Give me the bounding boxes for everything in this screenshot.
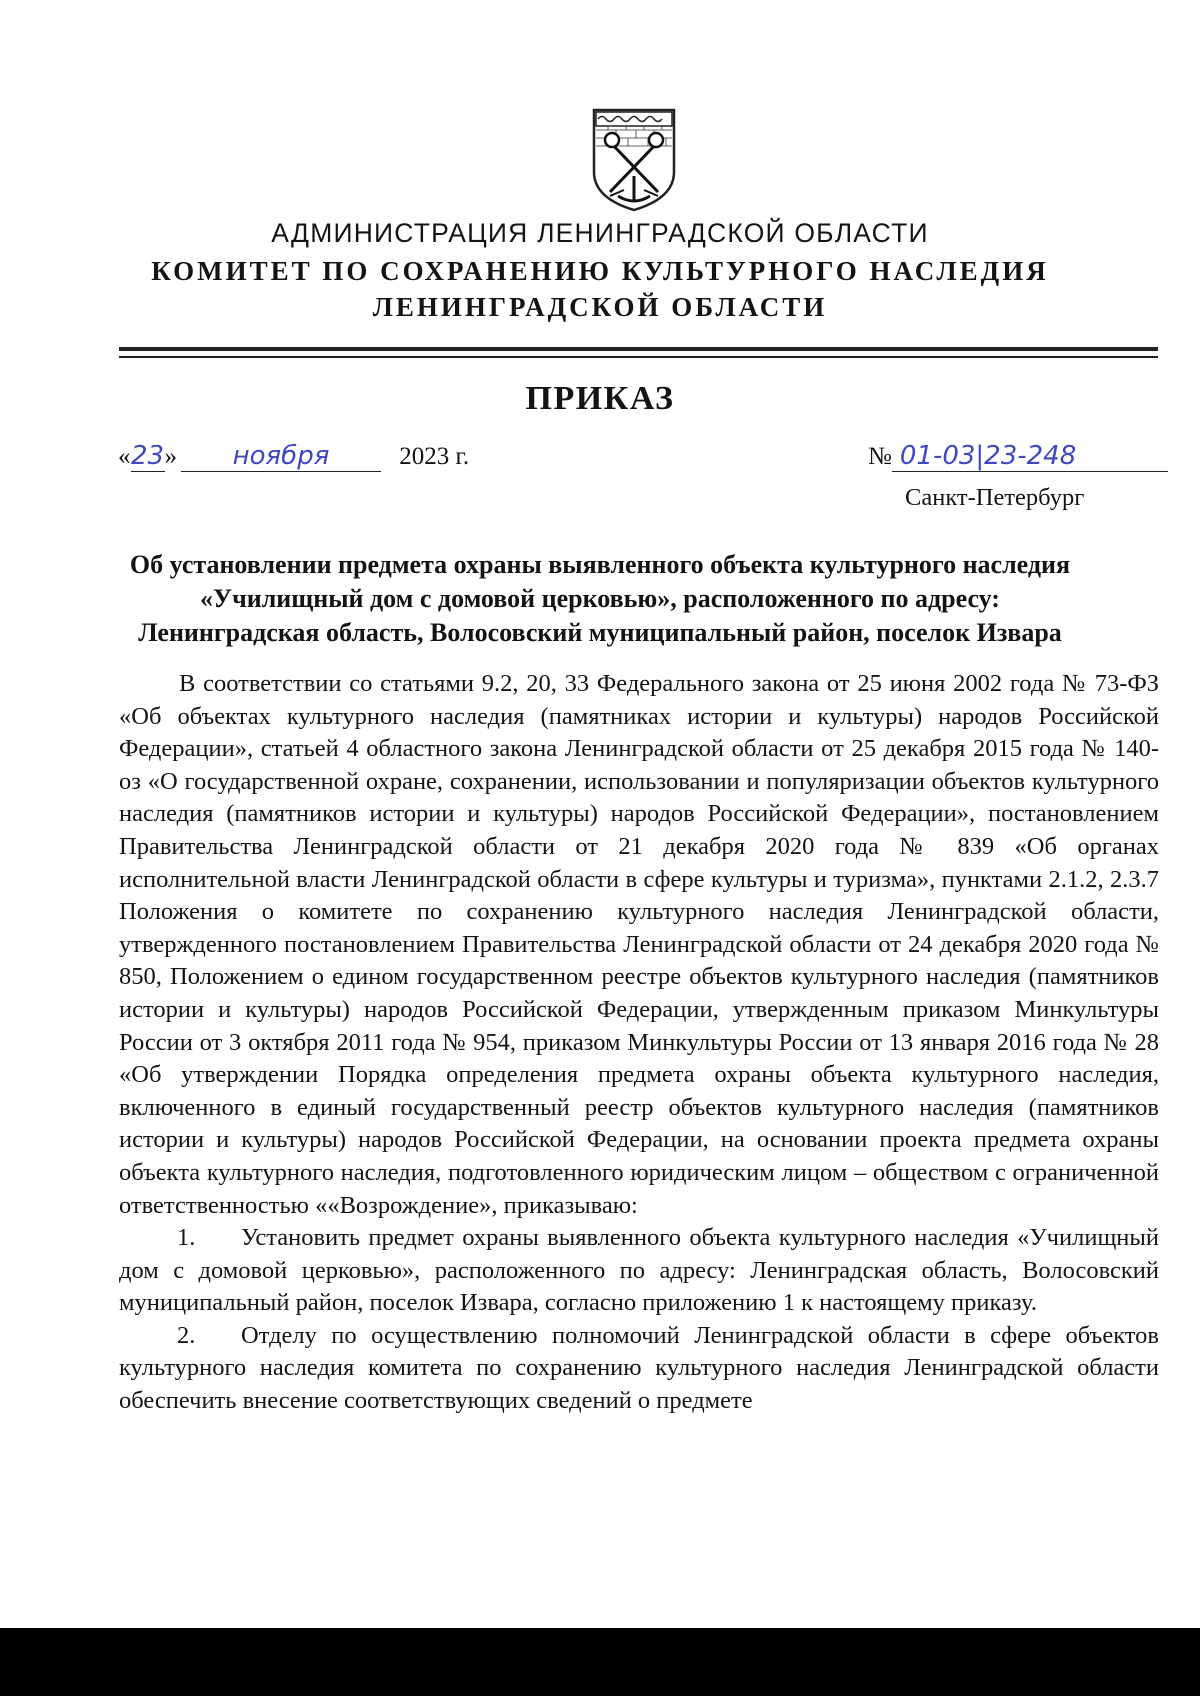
order-item-2-text: Отделу по осуществлению полномочий Ленинградской области в сфере объектов культурного наследия комитета по сохранению культурного наследия Ленинградской области обеспечить внесение соответствующих сведений о предмете [119,1321,1159,1415]
date-day-handwritten: 23 [130,441,165,471]
preamble-paragraph: В соответствии со статьями 9.2, 20, 33 Федерального закона от 25 июня 2002 года № 73-ФЗ «Об объектах культурного наследия (памятниках истории и культуры) народов Российской Федерации», статьей 4 областного закона Ленинградской области от 25 декабря 2015 года № 140-оз «О государственной охране, сохранении, использовании и популяризации объектов культурного наследия (памятников истории и культуры) народов Российской Федерации», постановлением Правительства Ленинградской области от 21 декабря 2020 года № 839 «Об органах исполнительной власти Ленинградской области в сфере культуры и туризма», пунктами 2.1.2, 2.3.7 Положения о комитете по сохранению культурного наследия Ленинградской области, утвержденного постановлением Правительства Ленинградской области от 24 декабря 2020 года № 850, Положением о едином государственном реестре объектов культурного наследия (памятников истории и культуры) народов Российской Федерации, утвержденным приказом Минкультуры России от 3 октября 2011 года № 954, приказом Минкультуры России от 13 января 2016 года № 28 «Об утверждении Порядка определения предмета охраны объекта культурного наследия, включенного в единый государственный реестр объектов культурного наследия (памятников истории и культуры) народов Российской Федерации, на основании проекта предмета охраны объекта культурного наследия, подготовленного юридическим лицом – обществом с ограниченной ответственностью ««Возрождение», приказываю: [119,670,1159,1219]
org-name-line1: АДМИНИСТРАЦИЯ ЛЕНИНГРАДСКОЙ ОБЛАСТИ [271,218,929,248]
document-body [119,668,1159,1418]
order-item-2-number: 2. [177,1321,196,1349]
date-quote-close: » [164,443,177,470]
order-item-1-number: 1. [177,1224,196,1252]
document-city: Санкт-Петербург [905,484,1085,511]
header-divider-thin [119,356,1158,358]
order-item-1-text: Установить предмет охраны выявленного объекта культурного наследия «Училищный дом с домовой церковью», расположенного по адресу: Ленинградская область, Волосовский муниципальный район, поселок Извара, согласно приложению 1 к настоящему приказу. [119,1224,1159,1317]
scan-bottom-edge [0,1628,1200,1696]
order-item-2 [119,1320,1159,1418]
document-date [118,442,469,472]
document-number-handwritten: 01-03|23-248 [899,441,1077,471]
document-type-title: ПРИКАЗ [525,380,675,417]
subject-line3: Ленинградская область, Волосовский муниципальный район, поселок Извара [138,618,1062,647]
document-subject-title [0,548,1200,650]
order-item-1 [119,1222,1159,1320]
subject-line2: «Училищный дом с домовой церковью», расположенного по адресу: [200,584,1000,613]
number-sign: № [868,443,892,470]
org-name-line2: КОМИТЕТ ПО СОХРАНЕНИЮ КУЛЬТУРНОГО НАСЛЕДИЯ [151,256,1049,286]
date-year: 2023 г. [399,443,470,470]
subject-line1: Об установлении предмета охраны выявленного объекта культурного наследия [129,550,1071,579]
date-quote-open: « [118,443,131,470]
header-divider-thick [119,347,1158,351]
leningrad-oblast-coat-of-arms-icon [588,106,680,214]
date-month-handwritten: ноября [232,441,330,471]
document-number [868,442,1168,472]
org-name-line3: ЛЕНИНГРАДСКОЙ ОБЛАСТИ [372,292,828,322]
